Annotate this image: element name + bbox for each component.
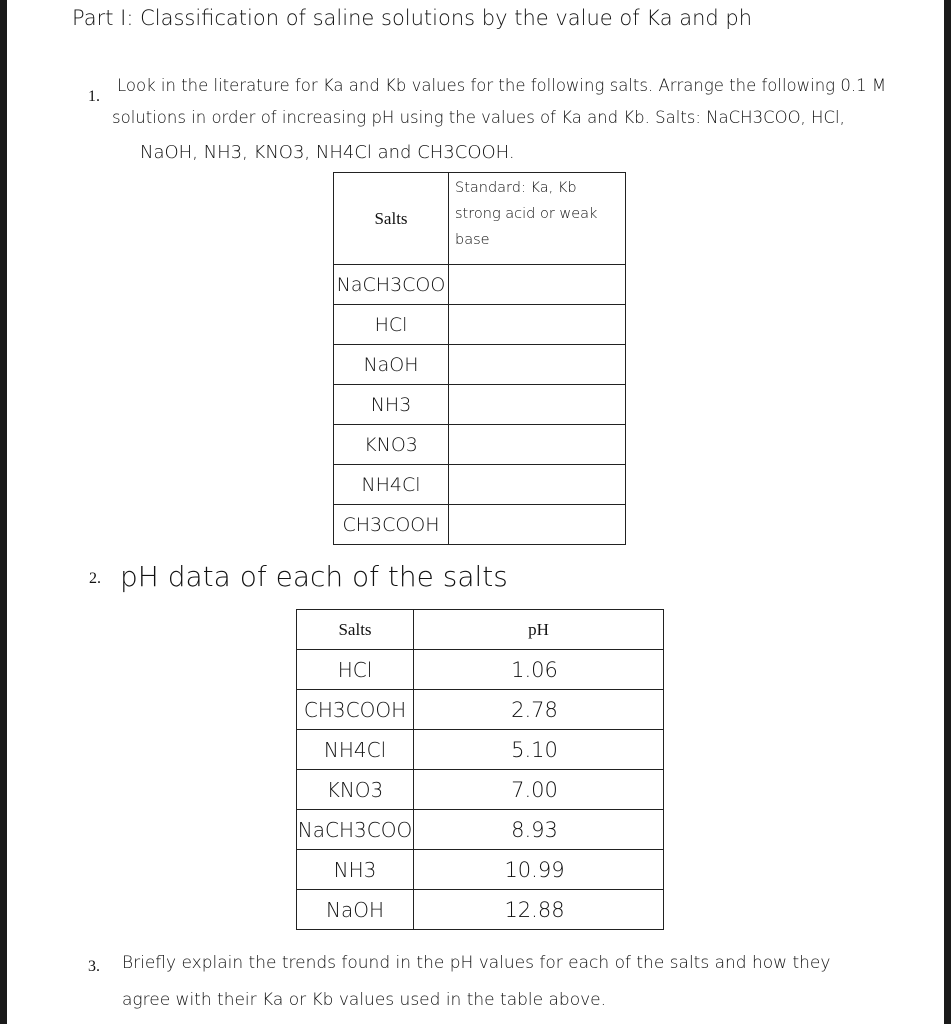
standard-cell-empty[interactable] bbox=[449, 305, 626, 345]
table-row bbox=[297, 650, 664, 690]
ph-cell: 10.99 bbox=[414, 850, 664, 890]
table-row bbox=[334, 465, 626, 505]
table-row bbox=[297, 770, 664, 810]
salt-cell: NH4Cl bbox=[297, 730, 414, 770]
table-row bbox=[334, 505, 626, 545]
right-border bbox=[944, 0, 951, 1024]
salt-cell: NaCH3COO bbox=[334, 265, 449, 305]
ph-cell: 7.00 bbox=[414, 770, 664, 810]
standard-cell-empty[interactable] bbox=[449, 465, 626, 505]
header-standard bbox=[449, 173, 626, 265]
question-2-title: pH data of each of the salts bbox=[120, 560, 508, 593]
salt-cell: HCl bbox=[297, 650, 414, 690]
table-row bbox=[334, 305, 626, 345]
salt-cell: CH3COOH bbox=[334, 505, 449, 545]
salt-cell: KNO3 bbox=[297, 770, 414, 810]
salts-standard-table bbox=[333, 172, 626, 545]
salt-cell: NH3 bbox=[297, 850, 414, 890]
ph-data-table bbox=[296, 609, 664, 930]
salt-cell: KNO3 bbox=[334, 425, 449, 465]
salt-cell: NH3 bbox=[334, 385, 449, 425]
table-header-row bbox=[334, 173, 626, 265]
salt-cell: NH4Cl bbox=[334, 465, 449, 505]
table-row bbox=[297, 850, 664, 890]
salt-cell: NaCH3COO bbox=[297, 810, 414, 850]
question-1-line-3: NaOH, NH3, KNO3, NH4Cl and CH3COOH. bbox=[140, 142, 515, 163]
standard-cell-empty[interactable] bbox=[449, 345, 626, 385]
ph-cell: 12.88 bbox=[414, 890, 664, 930]
header-salts: Salts bbox=[334, 173, 449, 265]
left-border bbox=[0, 0, 7, 1024]
table-header-row bbox=[297, 610, 664, 650]
standard-cell-empty[interactable] bbox=[449, 505, 626, 545]
question-2-number: 2. bbox=[89, 570, 101, 587]
standard-cell-empty[interactable] bbox=[449, 385, 626, 425]
header-standard-line-2: strong acid or weak bbox=[455, 206, 598, 222]
standard-cell-empty[interactable] bbox=[449, 425, 626, 465]
question-1-line-2: solutions in order of increasing pH using the values of Ka and Kb. Salts: NaCH3COO, HCl, bbox=[112, 108, 845, 127]
salt-cell: CH3COOH bbox=[297, 690, 414, 730]
table-row bbox=[297, 730, 664, 770]
question-3-number: 3. bbox=[88, 958, 100, 975]
table-row bbox=[334, 345, 626, 385]
question-1-line-1: Look in the literature for Ka and Kb values for the following salts. Arrange the following 0.1 M bbox=[117, 76, 887, 95]
table-row bbox=[334, 425, 626, 465]
ph-cell: 1.06 bbox=[414, 650, 664, 690]
table-row bbox=[334, 385, 626, 425]
standard-cell-empty[interactable] bbox=[449, 265, 626, 305]
page-title: Part I: Classification of saline solutions by the value of Ka and ph bbox=[72, 6, 753, 30]
table-row bbox=[297, 810, 664, 850]
table-row bbox=[297, 890, 664, 930]
ph-cell: 5.10 bbox=[414, 730, 664, 770]
ph-cell: 8.93 bbox=[414, 810, 664, 850]
header-salts: Salts bbox=[297, 610, 414, 650]
table-row bbox=[334, 265, 626, 305]
header-ph: pH bbox=[414, 610, 664, 650]
header-standard-line-1: Standard: Ka, Kb bbox=[455, 180, 577, 196]
header-standard-line-3: base bbox=[455, 232, 490, 248]
question-3-line-1: Briefly explain the trends found in the pH values for each of the salts and how they bbox=[122, 953, 831, 973]
ph-cell: 2.78 bbox=[414, 690, 664, 730]
salt-cell: NaOH bbox=[334, 345, 449, 385]
question-3-line-2: agree with their Ka or Kb values used in the table above. bbox=[122, 990, 607, 1010]
question-1-number: 1. bbox=[88, 88, 100, 105]
salt-cell: NaOH bbox=[297, 890, 414, 930]
salt-cell: HCl bbox=[334, 305, 449, 345]
table-row bbox=[297, 690, 664, 730]
